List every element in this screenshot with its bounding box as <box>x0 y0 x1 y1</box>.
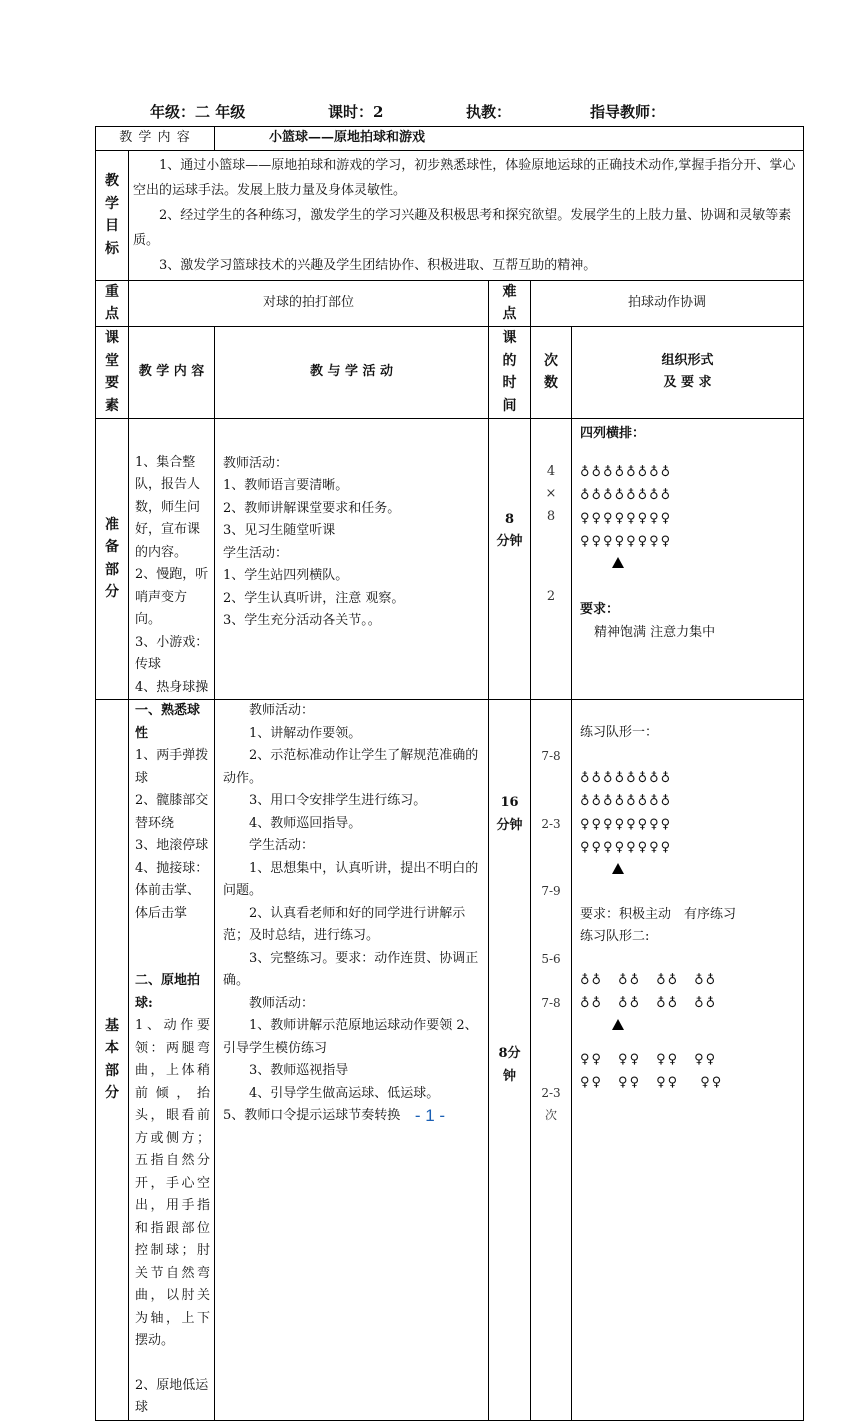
basic-time: 16 分钟 8分 钟 <box>489 700 531 1421</box>
objectives-body <box>129 150 804 280</box>
difficulty-value-cell <box>531 280 804 326</box>
basic-s2-title: 二、原地拍球: <box>135 973 201 1011</box>
time-header: 课 的 时 间 <box>489 326 531 418</box>
advisor-label: 指导教师： <box>590 103 666 121</box>
prep-content <box>129 418 215 700</box>
key-difficulty-row <box>96 280 804 326</box>
prep-req-title: 要求： <box>580 602 620 617</box>
prep-content-4: 4、热身球操 <box>135 679 209 695</box>
content-header: 教 学 内 容 <box>129 326 215 418</box>
content-row <box>96 127 804 151</box>
basic-activities: 教师活动： 1、讲解动作要领。 2、示范标准动作让学生了解规范准确的动作。 3、用口令安排学生进行练习。 4、教师巡回指导。 学生活动： 1、思想集中，认真听讲，提出不明白的问题。 2、认真看老师和好的同学进行讲解示范；及时总结，进行练习。 3、完整练习。要求：动作连贯、协调正确。 教师活动： 1、教师讲解示范原地运球动作要领 2、引导学生模仿练习 3、教师巡视指导 4、引导学生做高运球、低运球。 5、教师口令提示运球节奏转换 <box>215 700 489 1421</box>
teacher-position-marker <box>612 557 624 568</box>
basic-row <box>96 700 804 1421</box>
prep-count: 4 × 8 2 <box>531 418 572 700</box>
org-header: 组织形式 及 要 求 <box>572 326 804 418</box>
teacher-position-marker <box>612 1019 624 1030</box>
basic-count: 7-8 2-3 7-9 5-6 7-8 2-3 次 <box>531 700 572 1421</box>
form1-title: 练习队形一： <box>580 725 659 740</box>
form2-title: 练习队形二: <box>580 929 650 944</box>
content-label: 教 学 内 容 <box>119 130 191 145</box>
content-label-cell <box>96 127 215 151</box>
prep-content-1: 1、集合整队，报告人数，师生问好，宣布课的内容。 <box>135 454 201 560</box>
lesson-plan-table <box>95 126 804 1421</box>
difficulty-label: 难 点 <box>489 280 531 326</box>
column-header-row <box>96 326 804 418</box>
prep-content-3: 3、小游戏：传球 <box>135 634 209 672</box>
form1-requirement: 要求：积极主动 有序练习 <box>580 906 737 922</box>
prep-content-2: 2、慢跑，听哨声变方向。 <box>135 567 209 627</box>
form2-formation: ♁♁ ♁♁ ♁♁ ♁♁ ♁♁ ♁♁ ♁♁ ♁♁ ♀♀ ♀♀ ♀♀ ♀♀ ♀♀ ♀♀ ♀♀ ♀♀ <box>580 972 724 1090</box>
prep-req-text: 精神饱满 注意力集中 <box>594 624 716 640</box>
basic-label: 基 本 部 分 <box>96 700 129 1421</box>
teacher-label: 执教： <box>466 103 512 121</box>
basic-org <box>572 700 804 1421</box>
objective-3: 3、激发学习篮球技术的兴趣及学生团结协作、积极进取、互帮互助的精神。 <box>159 257 597 273</box>
prep-org-title: 四列横排： <box>580 425 646 441</box>
grade-label: 年级：二 年级 <box>150 103 246 121</box>
objectives-label: 教 学 目 标 <box>96 150 129 280</box>
key-label: 重 点 <box>96 280 129 326</box>
prep-org <box>572 418 804 700</box>
prep-formation: ♁♁♁♁♁♁♁♁ ♁♁♁♁♁♁♁♁ ♀♀♀♀♀♀♀♀ ♀♀♀♀♀♀♀♀ <box>580 465 673 549</box>
prep-time: 8 分钟 <box>489 418 531 700</box>
objective-1: 1、通过小篮球——原地拍球和游戏的学习，初步熟悉球性，体验原地运球的正确技术动作,掌握手指分开、掌心空出的运球手法。发展上肢力量及身体灵敏性。 <box>133 157 796 198</box>
key-value-cell <box>129 280 489 326</box>
prep-activities: 教师活动： 1、教师语言要清晰。 2、教师讲解课堂要求和任务。 3、见习生随堂听课 学生活动： 1、学生站四列横队。 2、学生认真听讲，注意 观察。 3、学生充分活动各关节。。 <box>215 418 489 700</box>
basic-content: 一、熟悉球性 1、两手弹拨球 2、髋膝部交替环绕 3、地滚停球 4、抛接球：体前击掌、体后击掌 二、原地拍球: 1、动作要领：两腿弯曲，上体稍前倾，抬头，眼看前方或侧方；五指自然分开，手心空出，用手指和指跟部位控制球；肘关节自然弯曲，以肘关为轴，上下摆动。 2、原地低运球 <box>129 700 215 1421</box>
activities-header: 教 与 学 活 动 <box>215 326 489 418</box>
period-label: 课时：2 <box>328 103 384 121</box>
elements-header: 课 堂 要 素 <box>96 326 129 418</box>
difficulty-value: 拍球动作协调 <box>627 294 706 310</box>
content-value: 小篮球——原地拍球和游戏 <box>269 130 426 145</box>
prep-row <box>96 418 804 700</box>
form1-formation: ♁♁♁♁♁♁♁♁ ♁♁♁♁♁♁♁♁ ♀♀♀♀♀♀♀♀ ♀♀♀♀♀♀♀♀ <box>580 770 673 855</box>
objective-2: 2、经过学生的各种练习，激发学生的学习兴趣及积极思考和探究欲望。发展学生的上肢力量、协调和灵敏等素质。 <box>133 207 792 248</box>
objectives-row <box>96 150 804 280</box>
page-number: - 1 - <box>414 1106 446 1125</box>
key-value: 对球的拍打部位 <box>262 294 354 310</box>
basic-s1-title: 一、熟悉球性 <box>135 703 201 741</box>
prep-label: 准 备 部 分 <box>96 418 129 700</box>
content-value-cell <box>215 127 804 151</box>
count-header: 次 数 <box>531 326 572 418</box>
teacher-position-marker <box>612 863 624 874</box>
